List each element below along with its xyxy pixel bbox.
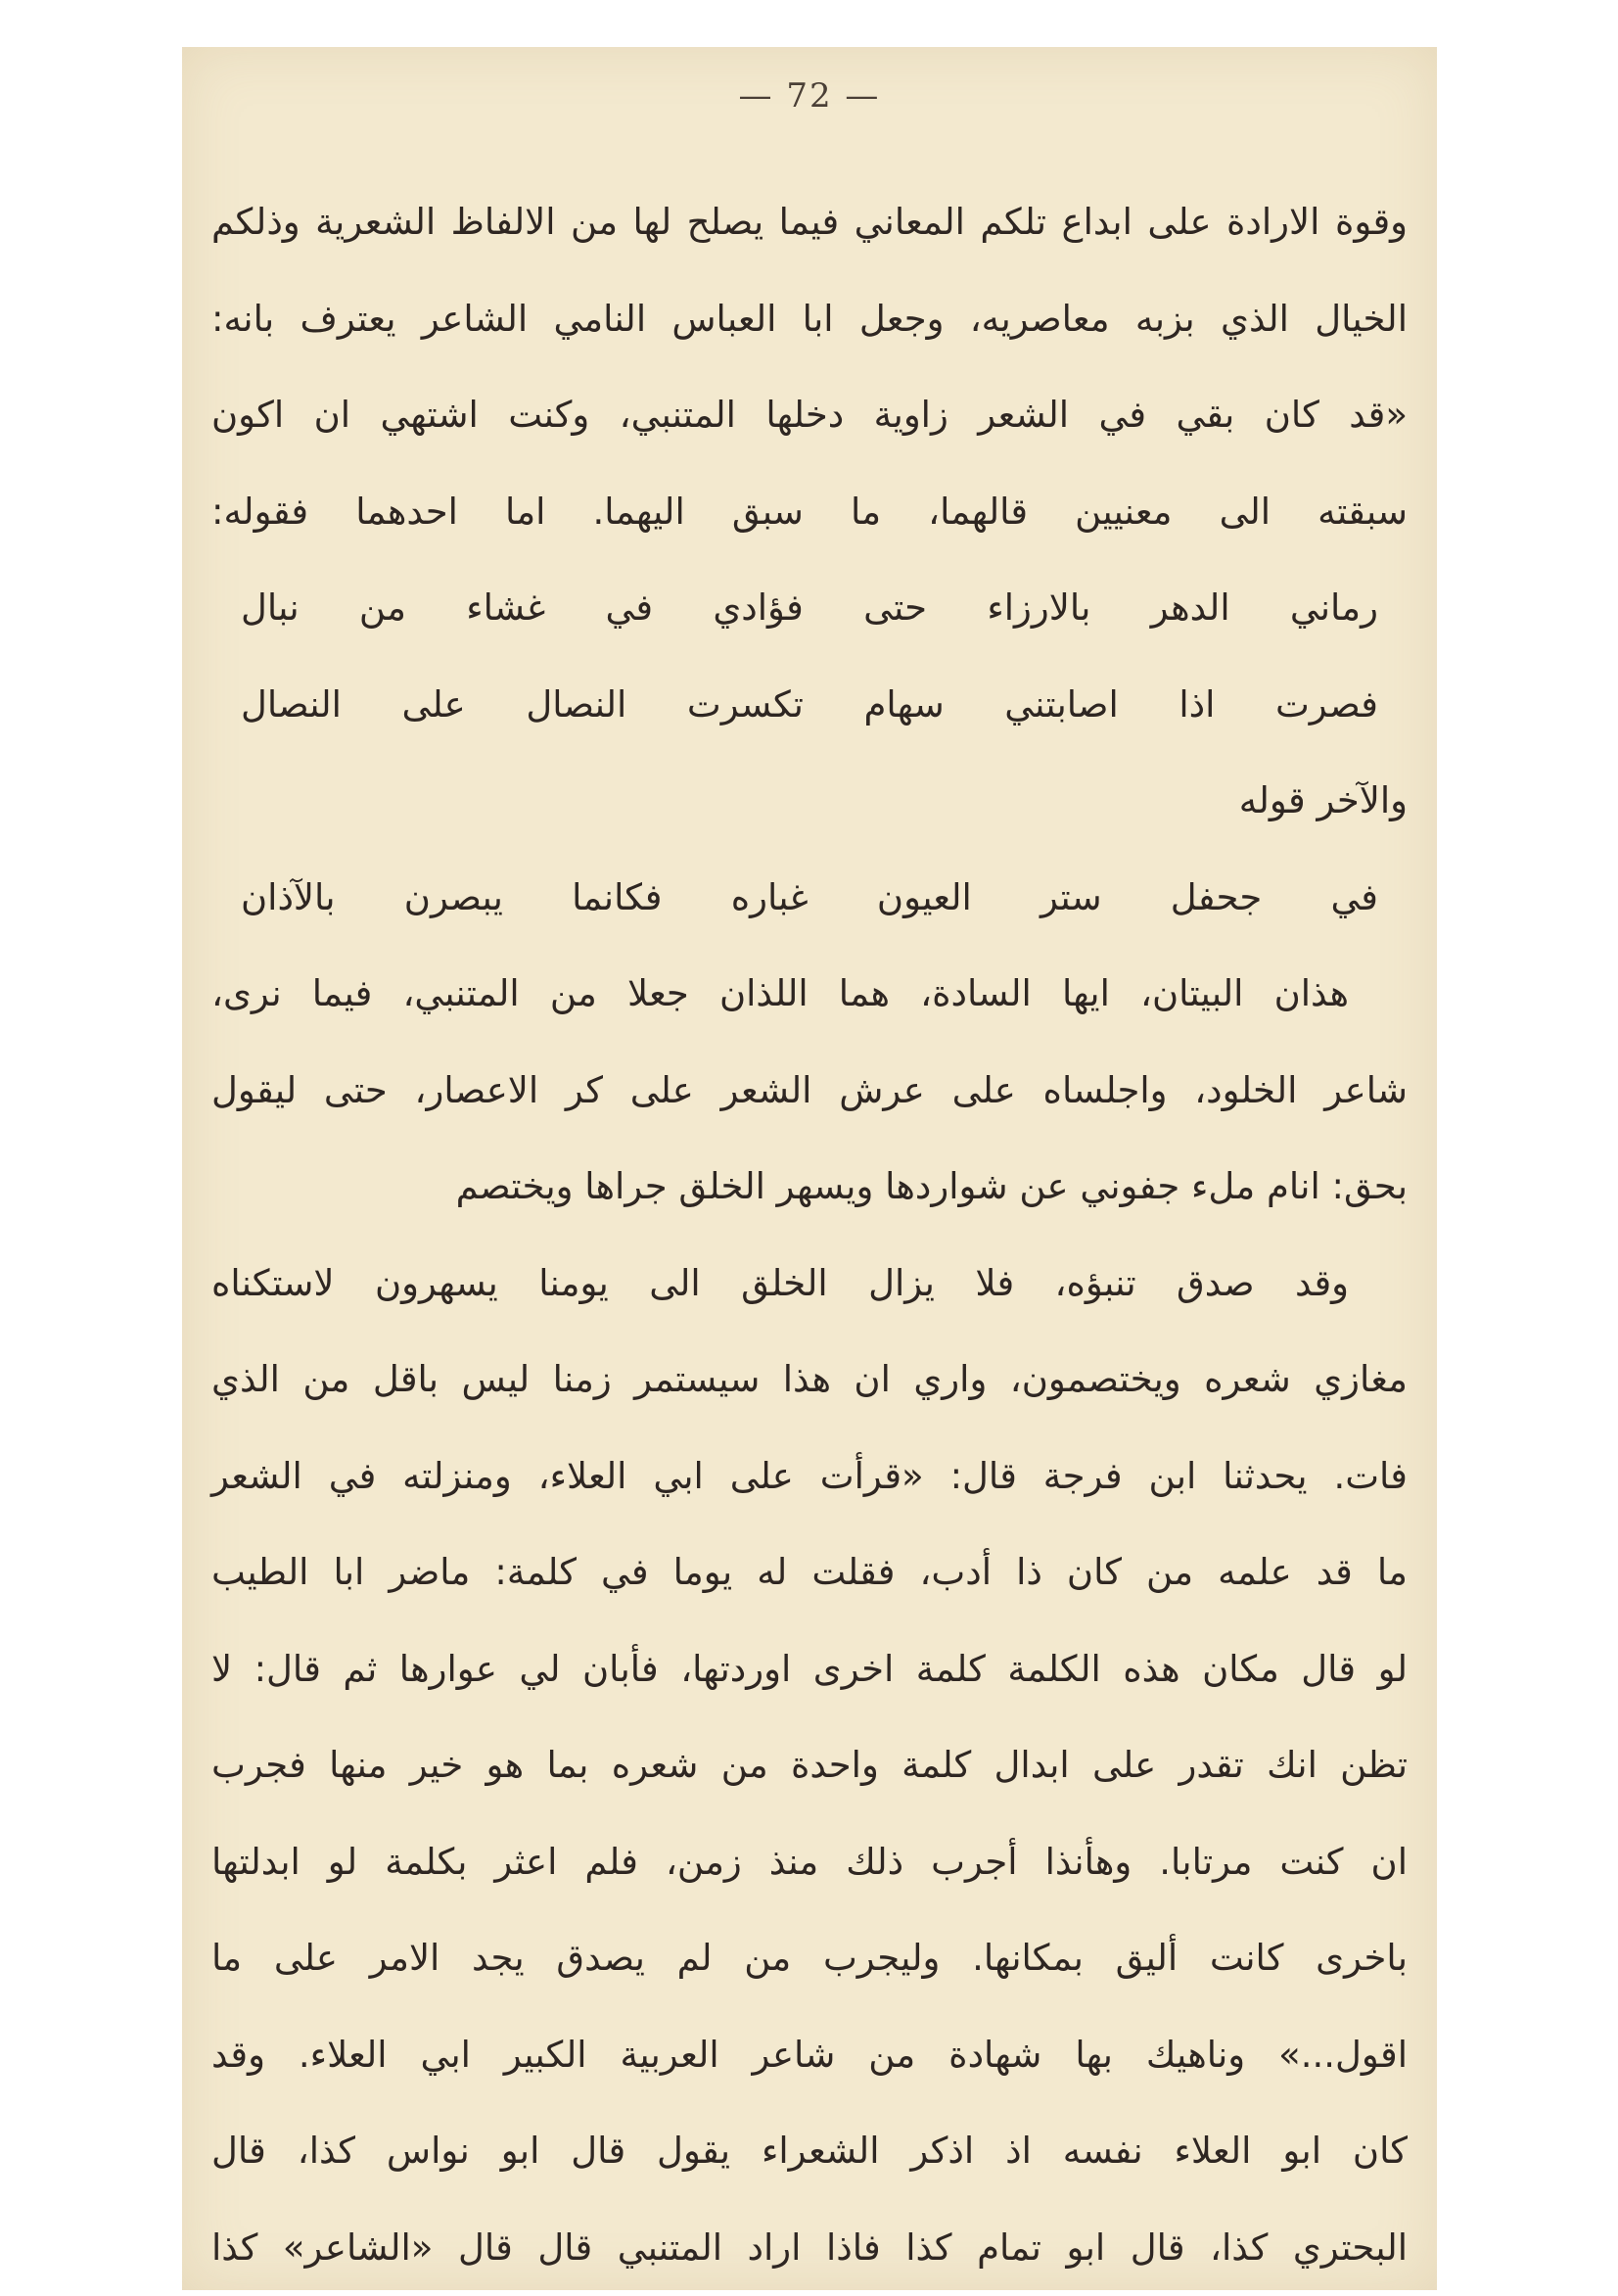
text-line: الخيال الذي بزبه معاصريه، وجعل ابا العباس النامي الشاعر يعترف بانه: [211,271,1408,368]
text-line: باخرى كانت أليق بمكانها. وليجرب من لم يصدق يجد الامر على ما [211,1910,1408,2007]
text-line: والآخر قوله [211,753,1408,850]
text-line: مغازي شعره ويختصمون، واري ان هذا سيستمر زمنا ليس باقل من الذي [211,1332,1408,1429]
page-number: — 72 — [182,76,1437,116]
text-line: شاعر الخلود، واجلساه على عرش الشعر على كر الاعصار، حتى ليقول [211,1043,1408,1140]
text-line: كان ابو العلاء نفسه اذ اذكر الشعراء يقول قال ابو نواس كذا، قال [211,2103,1408,2200]
text-line: بحق: انام ملء جفوني عن شواردها ويسهر الخلق جراها ويختصم [211,1139,1408,1236]
text-line: ما قد علمه من كان ذا أدب، فقلت له يوما في كلمة: ماضر ابا الطيب [211,1524,1408,1621]
text-line: اقول...» وناهيك بها شهادة من شاعر العربية الكبير ابي العلاء. وقد [211,2007,1408,2104]
text-line: «قد كان بقي في الشعر زاوية دخلها المتنبي، وكنت اشتهي ان اكون [211,367,1408,464]
text-line: ان كنت مرتابا. وهأنذا أجرب ذلك منذ زمن، فلم اعثر بكلمة لو ابدلتها [211,1814,1408,1911]
text-line: تظن انك تقدر على ابدال كلمة واحدة من شعره بما هو خير منها فجرب [211,1717,1408,1814]
text-line: لو قال مكان هذه الكلمة كلمة اخرى اوردتها، فأبان لي عوارها ثم قال: لا [211,1621,1408,1718]
text-body [211,174,1408,2296]
text-line: البحتري كذا، قال ابو تمام كذا فاذا اراد المتنبي قال قال «الشاعر» كذا [211,2200,1408,2296]
text-line: سبقته الى معنيين قالهما، ما سبق اليهما. اما احدهما فقوله: [211,464,1408,561]
text-line: وقوة الارادة على ابداع تلكم المعاني فيما يصلح لها من الالفاظ الشعرية وذلكم [211,174,1408,271]
verse-line: رماني الدهر بالارزاء حتى فؤادي في غشاء من نبال [211,560,1408,657]
text-line: فات. يحدثنا ابن فرجة قال: «قرأت على ابي العلاء، ومنزلته في الشعر [211,1429,1408,1525]
verse-line: فصرت اذا اصابتني سهام تكسرت النصال على النصال [211,657,1408,754]
book-page [182,47,1437,2290]
verse-line: في جحفل ستر العيون غباره فكانما يبصرن بالآذان [211,850,1408,947]
text-line: هذان البيتان، ايها السادة، هما اللذان جعلا من المتنبي، فيما نرى، [211,946,1408,1043]
text-line: وقد صدق تنبؤه، فلا يزال الخلق الى يومنا يسهرون لاستكناه [211,1236,1408,1333]
